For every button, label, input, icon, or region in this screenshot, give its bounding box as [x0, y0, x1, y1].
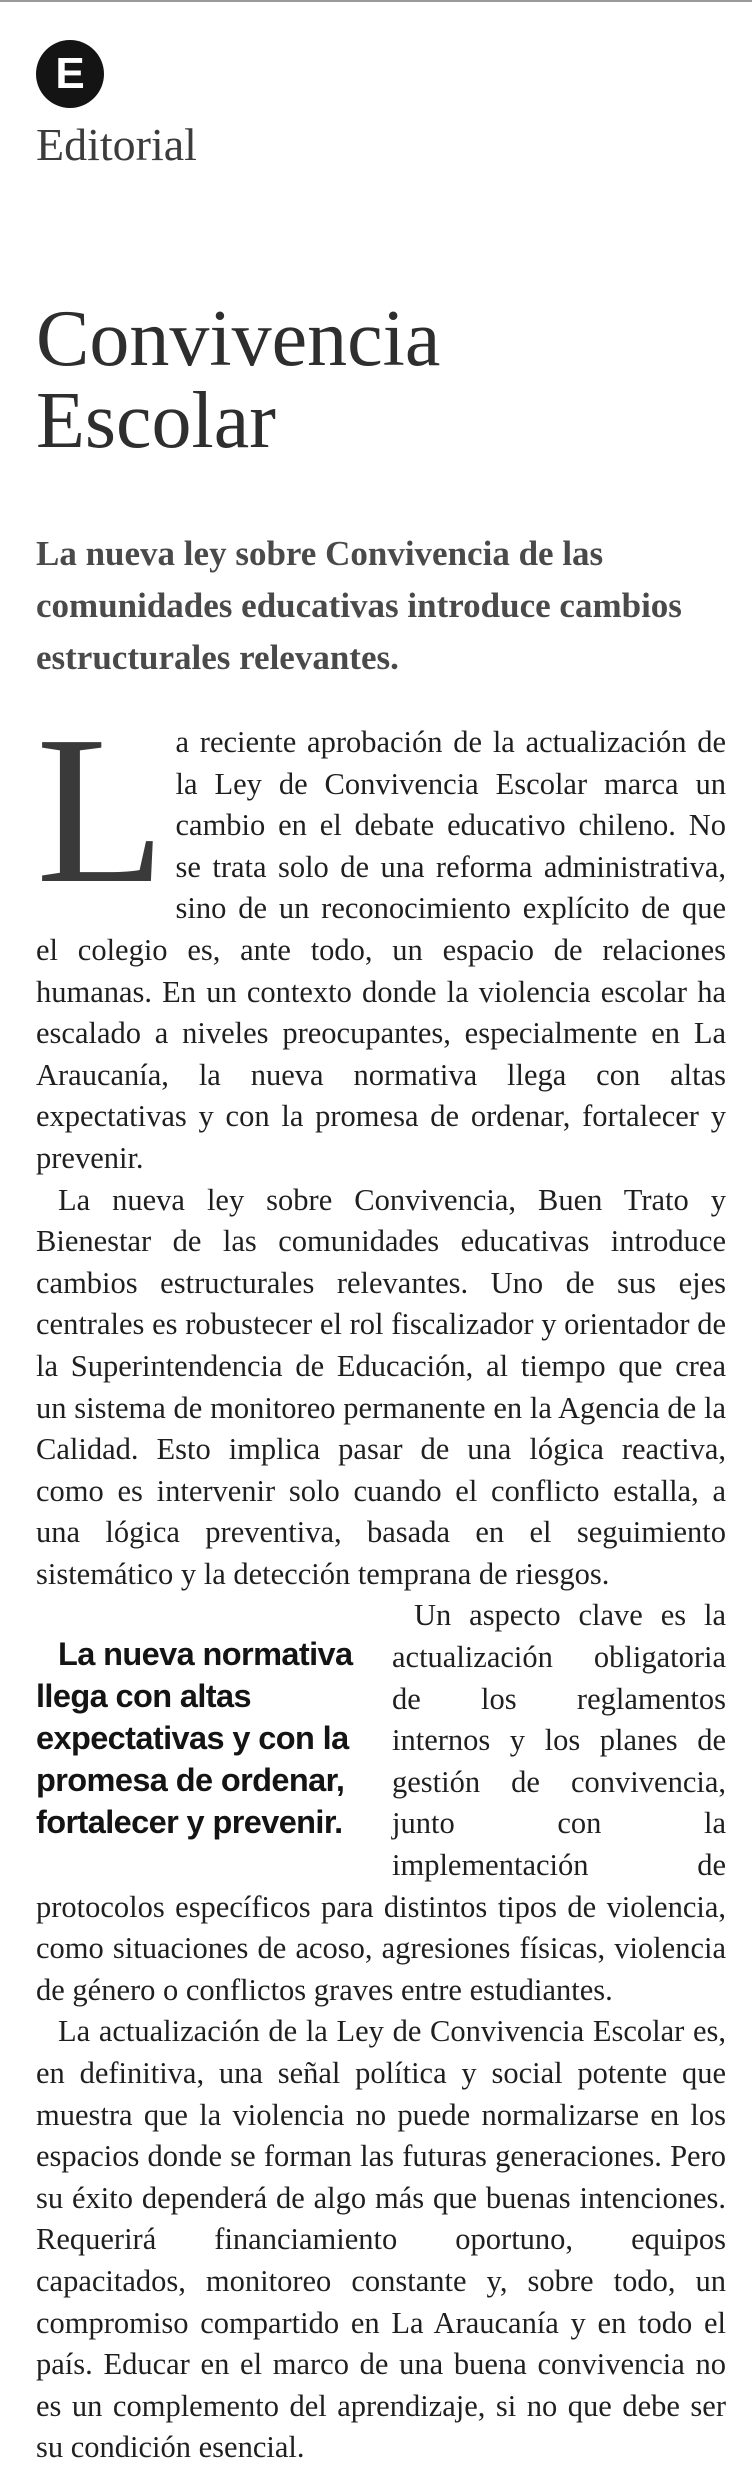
paragraph-3-text: Un aspecto clave es la actualización obligatoria de los reglamentos internos y los planes de gestión de convivencia, junto con la implementación de protocolos específicos para distintos tipos de violencia, como situaciones de acoso, agresiones físicas, violencia de género o conflictos graves entre estudiantes.	[36, 1598, 726, 2007]
paragraph-3	[36, 1595, 726, 2011]
top-rule	[0, 0, 752, 2]
pull-quote: La nueva normativa llega con altas expectativas y con la promesa de ordenar, fortalecer y prevenir.	[36, 1636, 353, 1841]
section-label: Editorial	[36, 119, 197, 170]
section-badge-icon	[36, 40, 104, 108]
paragraph-2: La nueva ley sobre Convivencia, Buen Trato y Bienestar de las comunidades educativas introduce cambios estructurales relevantes. Uno de sus ejes centrales es robustecer el rol fiscalizador y orientador de la Superintendencia de Educación, al tiempo que crea un sistema de monitoreo permanente en la Agencia de la Calidad. Esto implica pasar de una lógica reactiva, como es intervenir solo cuando el conflicto estalla, a una lógica preventiva, basada en el seguimiento sistemático y la detección temprana de riesgos.	[36, 1182, 726, 1591]
drop-cap: L	[36, 692, 166, 927]
paragraph-1	[36, 692, 726, 1180]
deck: La nueva ley sobre Convivencia de las comunidades educativas introduce cambios estructurales relevantes.	[36, 534, 682, 677]
paragraph-1-text: a reciente aprobación de la actualización de la Ley de Convivencia Escolar marca un cambio en el debate educativo chileno. No se trata solo de una reforma administrativa, sino de un reconocimiento explícito de que el colegio es, ante todo, un espacio de relaciones humanas. En un contexto donde la violencia escolar ha escalado a niveles preocupantes, especialmente en La Araucanía, la nueva normativa llega con altas expectativas y con la promesa de ordenar, fortalecer y prevenir.	[36, 725, 726, 1175]
headline-line-1: Convivencia	[36, 295, 441, 383]
section-badge-letter: E	[55, 49, 85, 98]
article-body	[36, 692, 726, 2469]
headline-line-2: Escolar	[36, 377, 276, 465]
headline	[36, 295, 736, 465]
paragraph-4: La actualización de la Ley de Convivencia Escolar es, en definitiva, una señal política y social potente que muestra que la violencia no puede normalizarse en los espacios donde se forman las futuras generaciones. Pero su éxito dependerá de algo más que buenas intenciones. Requerirá financiamiento oportuno, equipos capacitados, monitoreo constante y, sobre todo, un compromiso compartido en La Araucanía y en todo el país. Educar en el marco de una buena convivencia no es un complemento del aprendizaje, si no que debe ser su condición esencial.	[36, 2014, 726, 2465]
